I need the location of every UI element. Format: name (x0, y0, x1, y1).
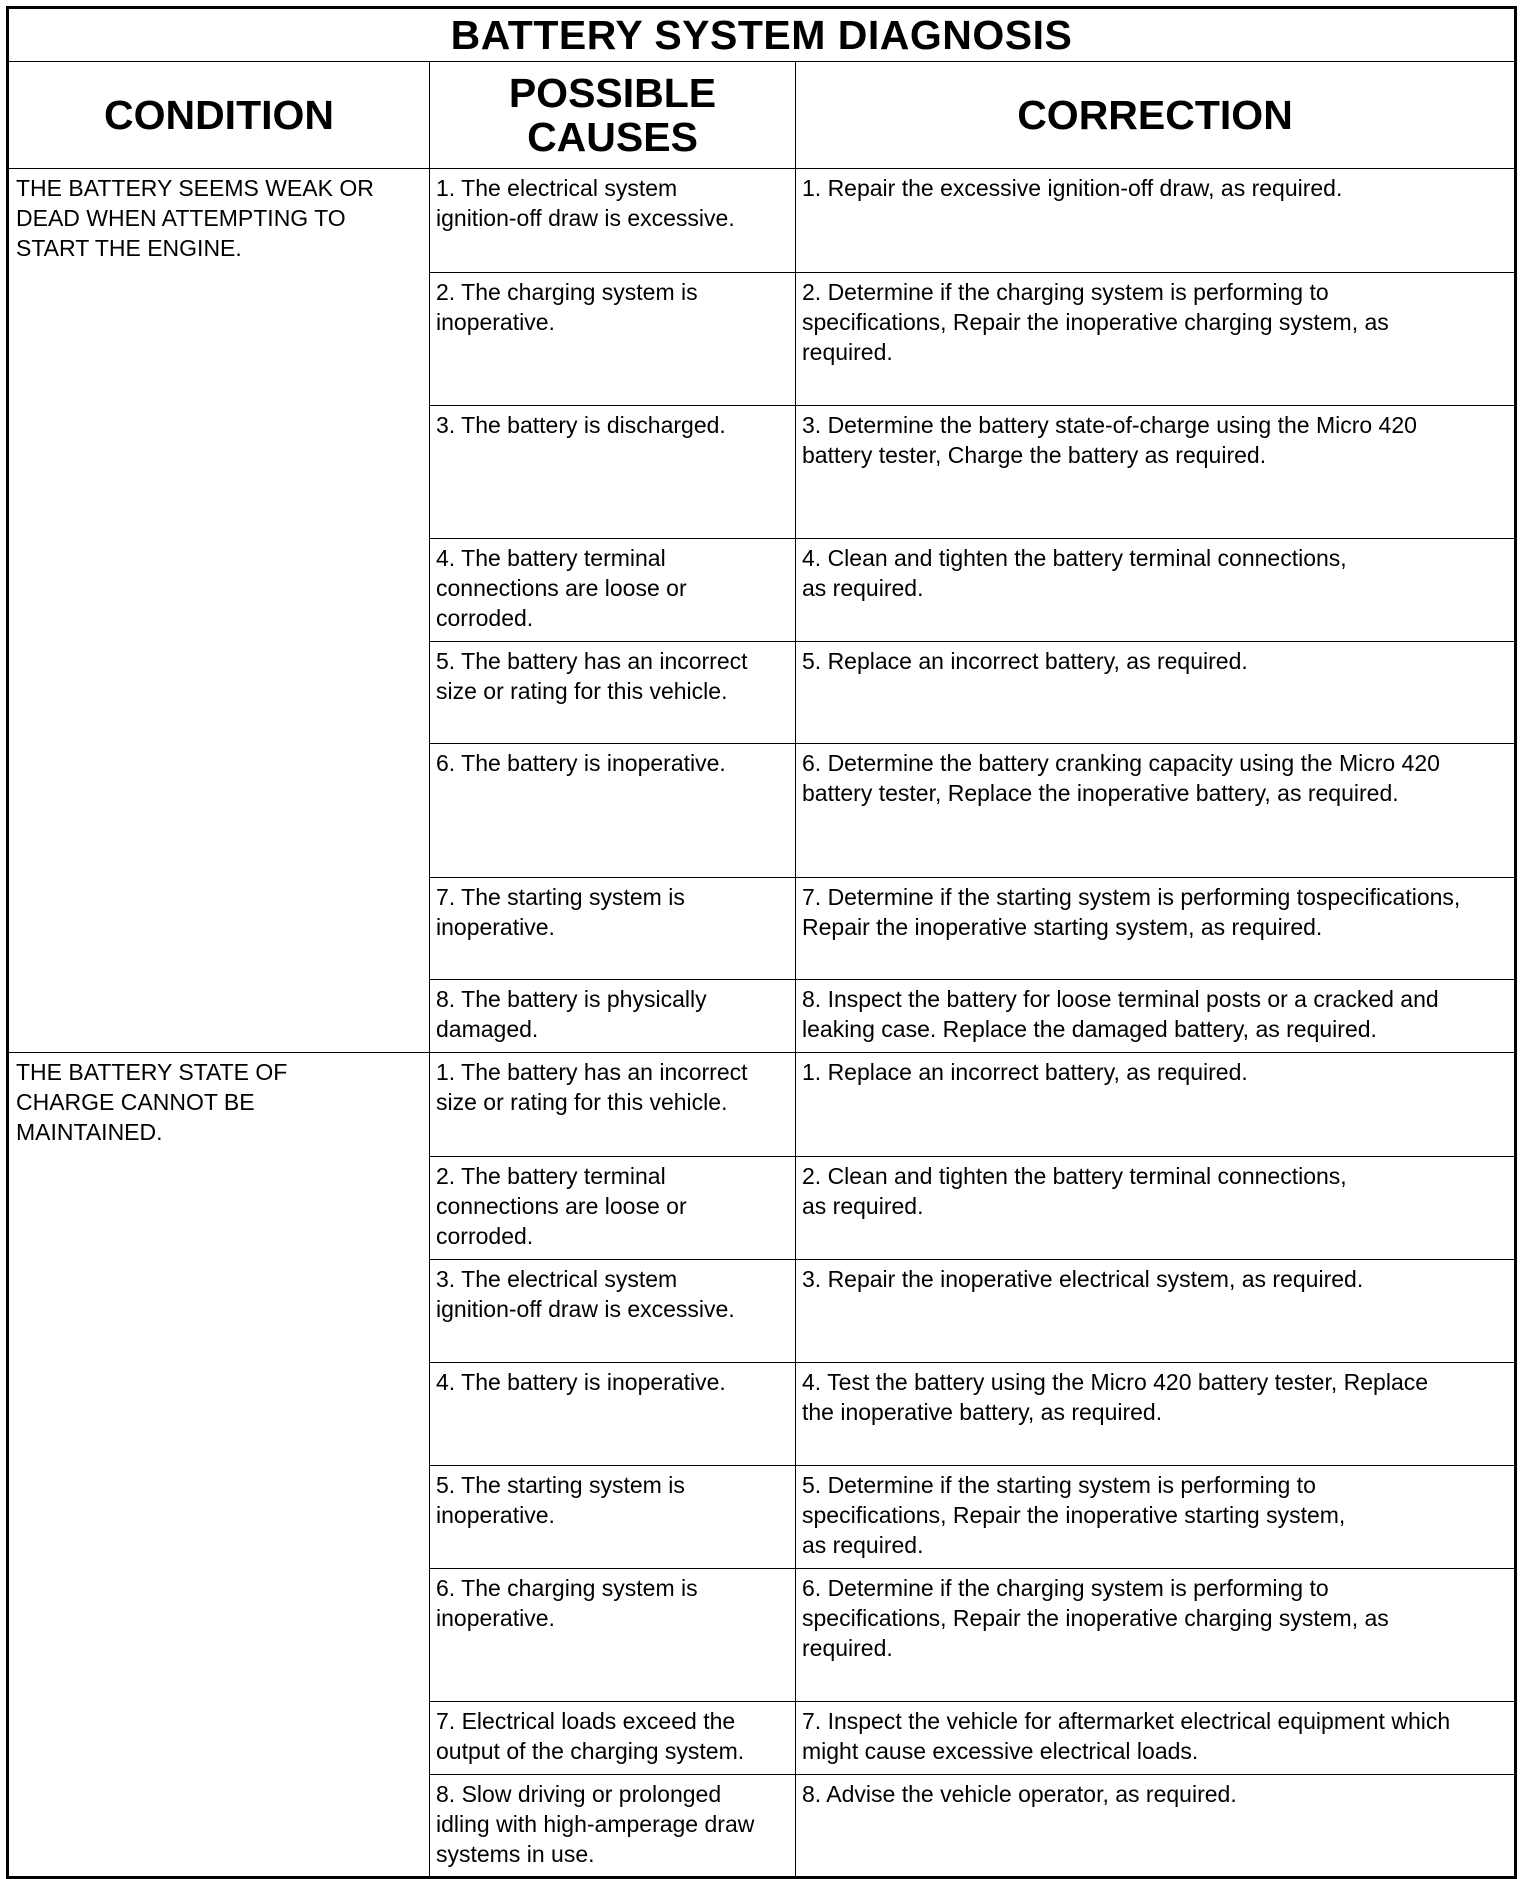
header-correction: CORRECTION (796, 62, 1516, 169)
cause-cell: 7. Electrical loads exceed the output of the charging system. (430, 1702, 796, 1775)
cause-cell: 7. The starting system is inoperative. (430, 878, 796, 980)
condition-cell: THE BATTERY STATE OF CHARGE CANNOT BE MAINTAINED. (8, 1053, 430, 1878)
correction-cell: 6. Determine if the charging system is performing to specifications, Repair the inoperative charging system, as required. (796, 1569, 1516, 1702)
correction-cell: 6. Determine the battery cranking capacity using the Micro 420 battery tester, Replace the inoperative battery, as required. (796, 744, 1516, 878)
correction-cell: 5. Determine if the starting system is performing to specifications, Repair the inoperative starting system, as required. (796, 1466, 1516, 1569)
correction-cell: 5. Replace an incorrect battery, as required. (796, 642, 1516, 744)
cause-cell: 8. The battery is physically damaged. (430, 980, 796, 1053)
cause-cell: 5. The battery has an incorrect size or rating for this vehicle. (430, 642, 796, 744)
correction-cell: 1. Replace an incorrect battery, as required. (796, 1053, 1516, 1157)
correction-cell: 3. Determine the battery state-of-charge using the Micro 420 battery tester, Charge the battery as required. (796, 406, 1516, 539)
table-title: BATTERY SYSTEM DIAGNOSIS (8, 8, 1516, 62)
cause-cell: 4. The battery is inoperative. (430, 1363, 796, 1466)
header-row (8, 62, 1516, 169)
correction-cell: 4. Clean and tighten the battery terminal connections, as required. (796, 539, 1516, 642)
cause-cell: 6. The charging system is inoperative. (430, 1569, 796, 1702)
cause-cell: 1. The battery has an incorrect size or rating for this vehicle. (430, 1053, 796, 1157)
correction-cell: 1. Repair the excessive ignition-off draw, as required. (796, 169, 1516, 273)
table-row (8, 1053, 1516, 1157)
correction-cell: 2. Determine if the charging system is performing to specifications, Repair the inoperative charging system, as required. (796, 273, 1516, 406)
header-possible-causes: POSSIBLE CAUSES (430, 62, 796, 169)
correction-cell: 3. Repair the inoperative electrical system, as required. (796, 1260, 1516, 1363)
cause-cell: 5. The starting system is inoperative. (430, 1466, 796, 1569)
cause-cell: 2. The battery terminal connections are loose or corroded. (430, 1157, 796, 1260)
correction-cell: 8. Inspect the battery for loose terminal posts or a cracked and leaking case. Replace the damaged battery, as required. (796, 980, 1516, 1053)
correction-cell: 2. Clean and tighten the battery terminal connections, as required. (796, 1157, 1516, 1260)
cause-cell: 3. The battery is discharged. (430, 406, 796, 539)
header-condition: CONDITION (8, 62, 430, 169)
correction-cell: 4. Test the battery using the Micro 420 battery tester, Replace the inoperative battery, as required. (796, 1363, 1516, 1466)
correction-cell: 7. Determine if the starting system is performing tospecifications, Repair the inoperative starting system, as required. (796, 878, 1516, 980)
condition-cell: THE BATTERY SEEMS WEAK OR DEAD WHEN ATTEMPTING TO START THE ENGINE. (8, 169, 430, 1053)
diagnosis-table (6, 6, 1517, 1879)
cause-cell: 8. Slow driving or prolonged idling with high-amperage draw systems in use. (430, 1775, 796, 1878)
table-row (8, 169, 1516, 273)
cause-cell: 4. The battery terminal connections are loose or corroded. (430, 539, 796, 642)
correction-cell: 7. Inspect the vehicle for aftermarket electrical equipment which might cause excessive electrical loads. (796, 1702, 1516, 1775)
cause-cell: 3. The electrical system ignition-off draw is excessive. (430, 1260, 796, 1363)
cause-cell: 2. The charging system is inoperative. (430, 273, 796, 406)
title-row (8, 8, 1516, 62)
correction-cell: 8. Advise the vehicle operator, as required. (796, 1775, 1516, 1878)
cause-cell: 6. The battery is inoperative. (430, 744, 796, 878)
cause-cell: 1. The electrical system ignition-off draw is excessive. (430, 169, 796, 273)
